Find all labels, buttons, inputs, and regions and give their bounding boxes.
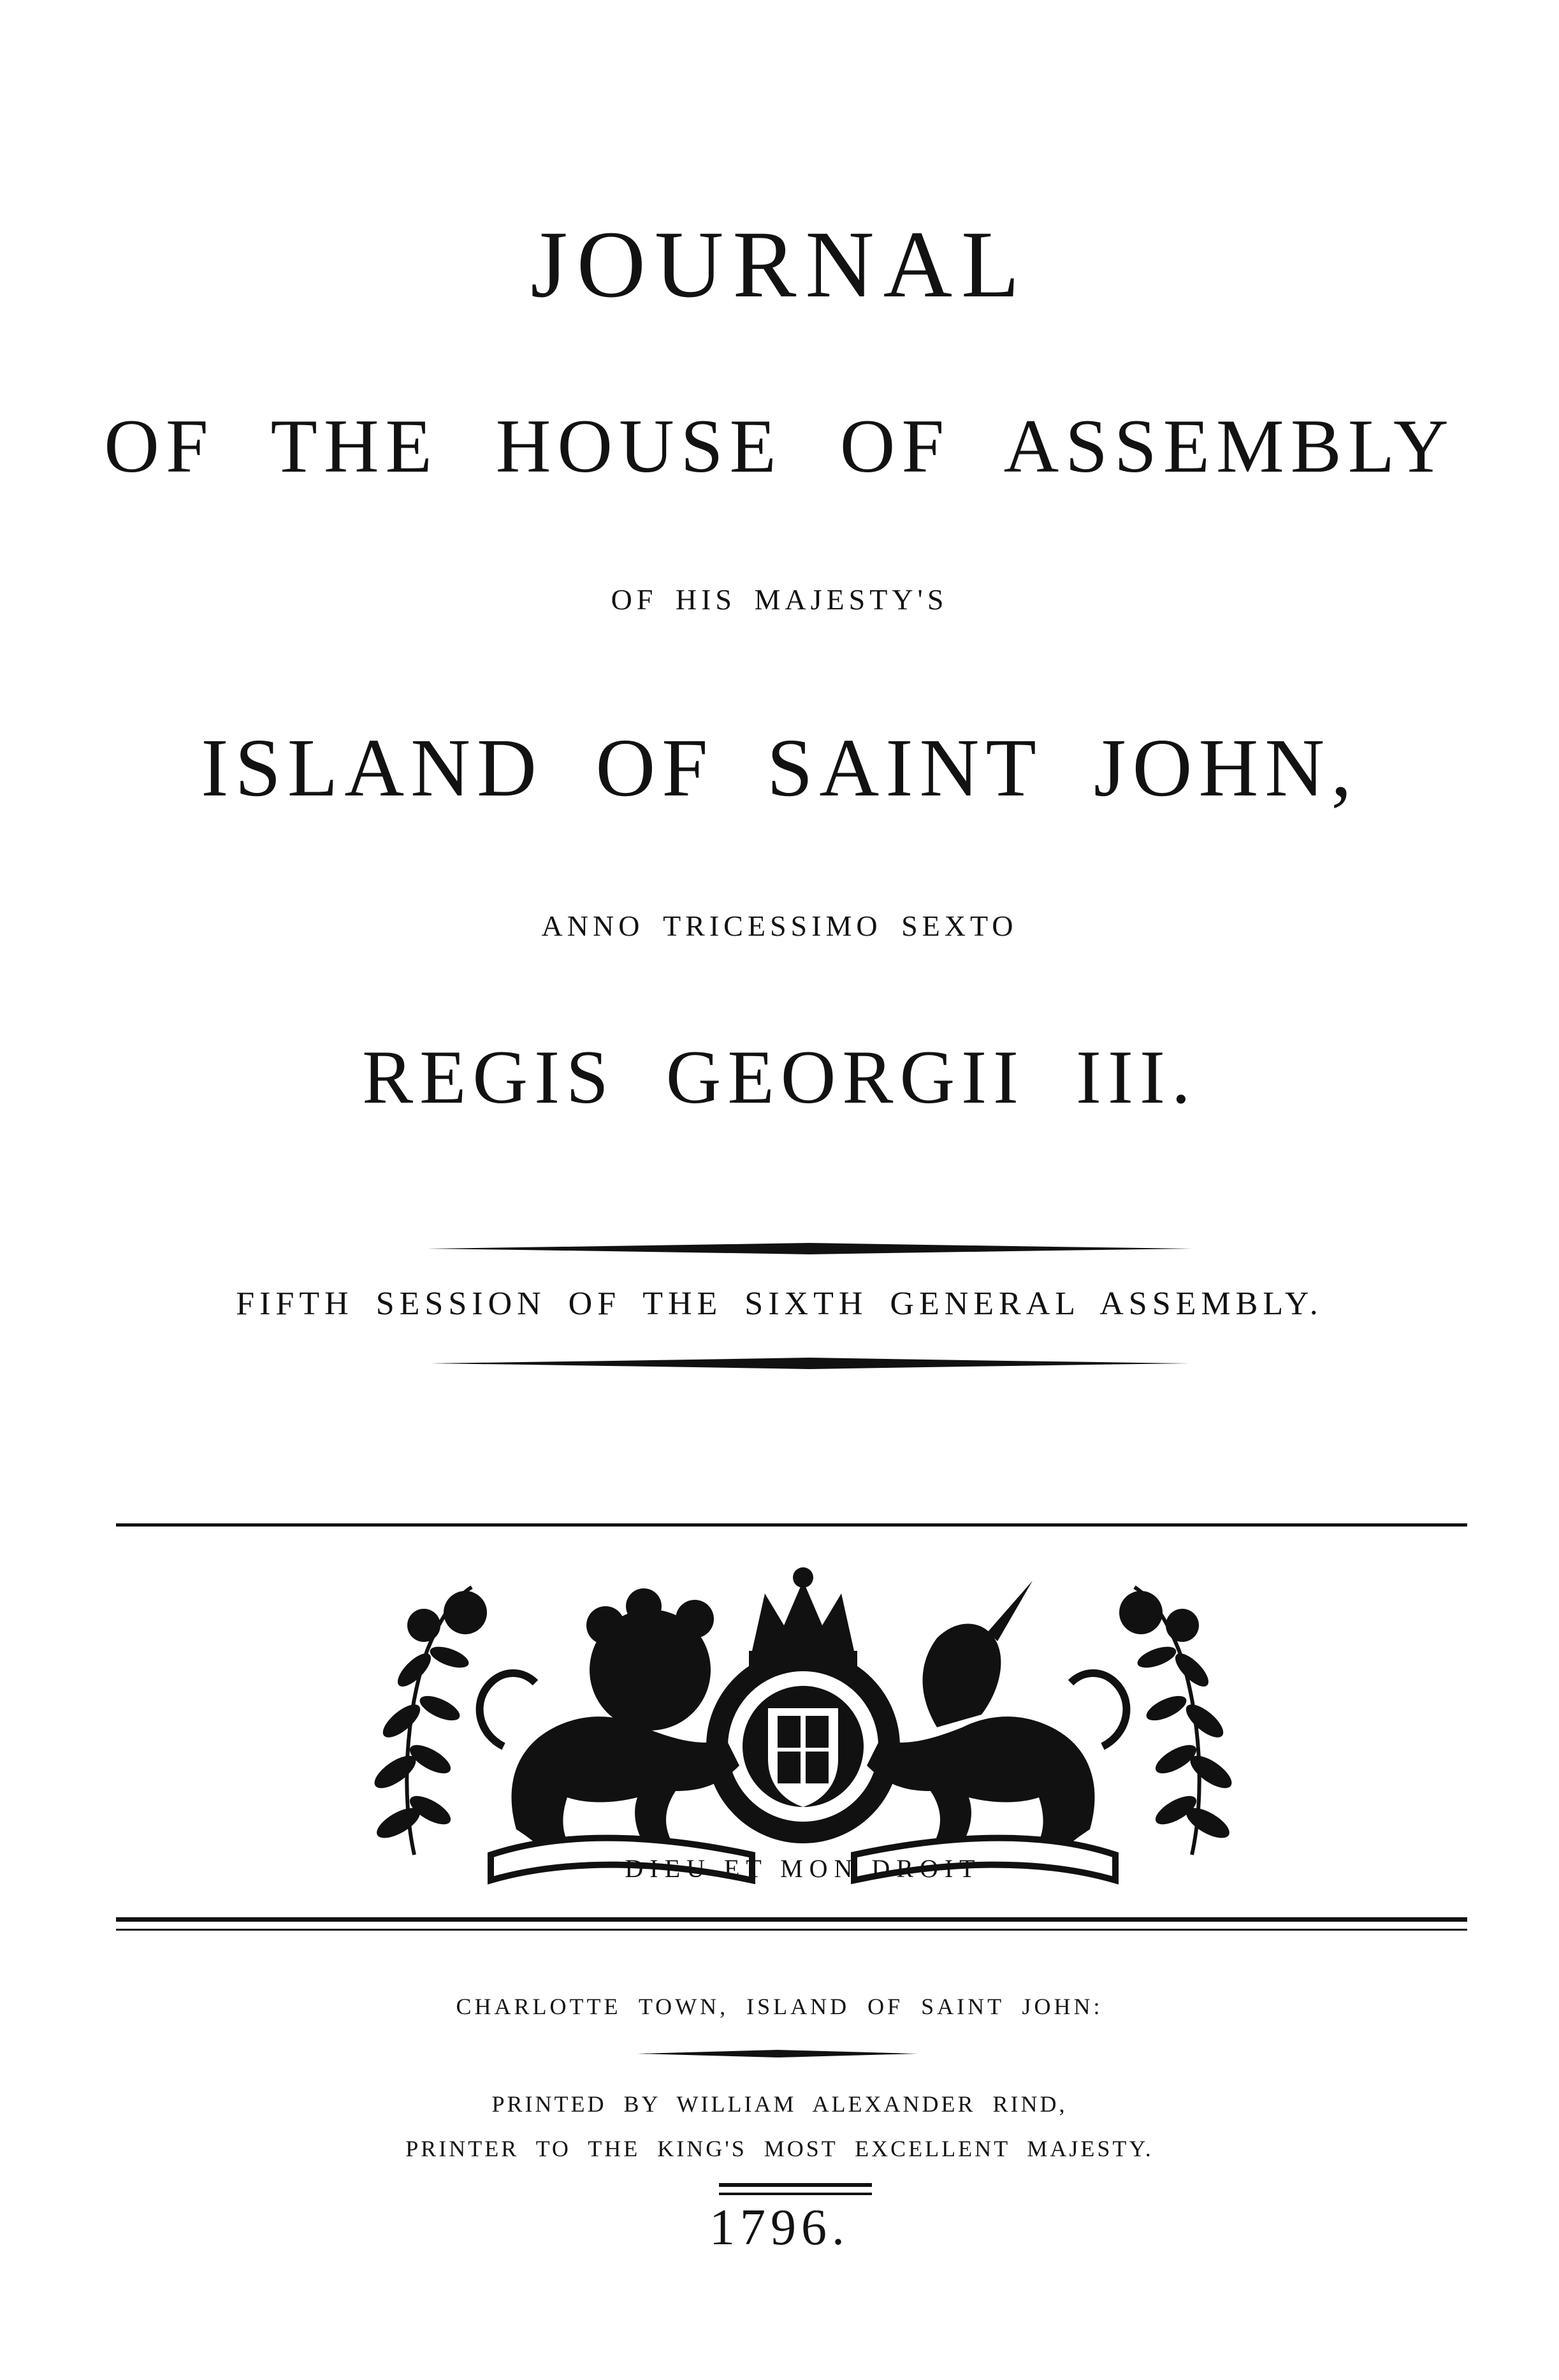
rule-below-arms-thin (116, 1929, 1467, 1931)
imprint-printer-to: PRINTER TO THE KING'S MOST EXCELLENT MAJESTY. (405, 2136, 1154, 2161)
imprint-year: 1796. (709, 2200, 850, 2256)
swelled-rule-bottom (430, 1356, 1189, 1370)
majesty-line: OF HIS MAJESTY'S (611, 583, 948, 616)
year-rule-bottom (719, 2193, 872, 2195)
imprint-rule (637, 2049, 918, 2058)
journal-title: JOURNAL (530, 212, 1029, 317)
island-heading: ISLAND OF SAINT JOHN, (201, 722, 1358, 814)
swelled-rule-top (427, 1242, 1192, 1256)
imprint-place: CHARLOTTE TOWN, ISLAND OF SAINT JOHN: (456, 1994, 1103, 2019)
imprint-printed-by: PRINTED BY WILLIAM ALEXANDER RIND, (491, 2091, 1068, 2117)
regis-heading: REGIS GEORGII III. (362, 1034, 1197, 1119)
rule-below-arms-thick (116, 1917, 1467, 1922)
house-of-assembly-heading: OF THE HOUSE OF ASSEMBLY (104, 403, 1455, 488)
session-line: FIFTH SESSION OF THE SIXTH GENERAL ASSEMBLY. (236, 1286, 1323, 1322)
rule-above-arms (116, 1523, 1467, 1527)
arms-motto: DIEU ET MON DROIT (625, 1854, 982, 1883)
year-rule-top (719, 2183, 872, 2187)
royal-coat-of-arms (344, 1555, 1262, 1887)
anno-line: ANNO TRICESSIMO SEXTO (541, 910, 1018, 942)
